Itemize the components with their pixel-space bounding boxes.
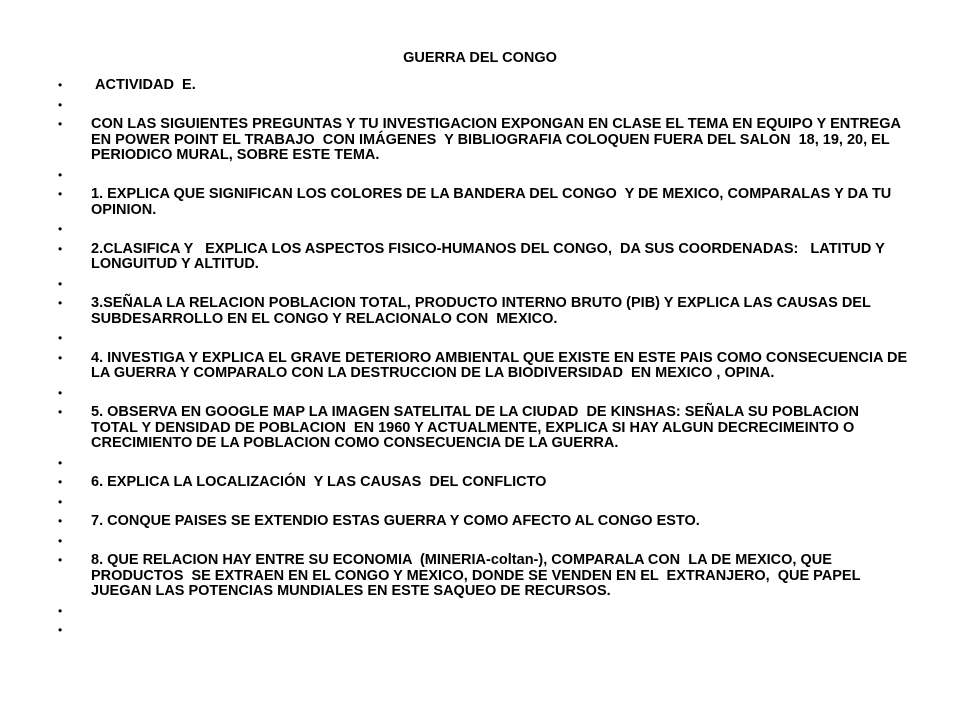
- list-item-empty: [58, 495, 908, 511]
- bullet-icon: •: [58, 494, 63, 509]
- list-item: [58, 349, 912, 382]
- list-item: [58, 187, 908, 218]
- bullet-icon: •: [58, 405, 63, 419]
- list-item-empty: [58, 168, 908, 184]
- list-item-empty: [58, 604, 908, 620]
- bullet-icon: •: [58, 276, 63, 291]
- list-item: [58, 296, 908, 327]
- bullet-icon: •: [58, 167, 63, 182]
- list-item-text: 6. EXPLICA LA LOCALIZACIÓN Y LAS CAUSAS DEL CONFLICTO: [91, 474, 547, 490]
- list-item-text: 1. EXPLICA QUE SIGNIFICAN LOS COLORES DE LA BANDERA DEL CONGO Y DE MEXICO, COMPARALAS Y DA TU OPINION.: [91, 186, 896, 218]
- bullet-icon: •: [58, 623, 63, 637]
- list-item-empty: [58, 222, 908, 238]
- list-item: [58, 117, 908, 164]
- list-item-empty: [58, 623, 908, 639]
- list-item: [58, 553, 908, 600]
- bullet-icon: •: [58, 475, 63, 489]
- bullet-icon: •: [58, 222, 63, 236]
- list-item: [58, 78, 908, 94]
- list-item-text: ACTIVIDAD E.: [91, 77, 196, 93]
- bullet-icon: •: [58, 553, 63, 567]
- list-item-text: 2.CLASIFICA Y EXPLICA LOS ASPECTOS FISICO-HUMANOS DEL CONGO, DA SUS COORDENADAS: LATITUD Y LONGUITUD Y ALTITUD.: [91, 240, 889, 272]
- bullet-icon: •: [58, 603, 63, 618]
- list-item-empty: [58, 386, 908, 402]
- bullet-icon: •: [58, 455, 63, 470]
- list-item-text: 3.SEÑALA LA RELACION POBLACION TOTAL, PRODUCTO INTERNO BRUTO (PIB) Y EXPLICA LAS CAUSAS DEL SUBDESARROLLO EN EL CONGO Y RELACIONALO CON MEXICO.: [91, 295, 875, 327]
- bullet-icon: •: [58, 97, 63, 112]
- list-item-text: 8. QUE RELACION HAY ENTRE SU ECONOMIA (MINERIA-coltan-), COMPARALA CON LA DE MEXICO, QUE PRODUCTOS SE EXTRAEN EN EL CONGO Y MEXICO, DONDE SE VENDEN EN EL EXTRANJERO, QUE PAPEL JUEGAN LAS POTENCIAS MUNDIALES EN ESTE SAQUEO DE RECURSOS.: [91, 552, 865, 599]
- list-item-text: 4. INVESTIGA Y EXPLICA EL GRAVE DETERIORO AMBIENTAL QUE EXISTE EN ESTE PAIS COMO CONSECUENCIA DE LA GUERRA Y COMPARALO CON LA DESTRUCCION DE LA BIODIVERSIDAD EN MEXICO , OPINA.: [91, 349, 912, 381]
- bullet-icon: •: [58, 350, 63, 365]
- bullet-icon: •: [58, 117, 63, 131]
- list-item-empty: [58, 456, 908, 472]
- list-item: [58, 475, 908, 491]
- list-item: [58, 405, 908, 452]
- bullet-icon: •: [58, 385, 63, 400]
- list-item-text: 7. CONQUE PAISES SE EXTENDIO ESTAS GUERRA Y COMO AFECTO AL CONGO ESTO.: [91, 513, 700, 529]
- list-item: [58, 242, 908, 273]
- bullet-icon: •: [58, 241, 63, 256]
- bullet-list: [58, 77, 912, 643]
- bullet-icon: •: [58, 78, 63, 92]
- list-item: [58, 514, 908, 530]
- bullet-icon: •: [58, 331, 63, 345]
- list-item-text: 5. OBSERVA EN GOOGLE MAP LA IMAGEN SATELITAL DE LA CIUDAD DE KINSHAS: SEÑALA SU POBLACION TOTAL Y DENSIDAD DE POBLACION EN 1960 Y ACTUALMENTE, EXPLICA SI HAY ALGUN DECRECIMEINTO O CRECIMIENTO DE LA POBLACION COMO CONSECUENCIA DE LA GUERRA.: [91, 404, 864, 451]
- page-title: GUERRA DEL CONGO: [403, 50, 557, 66]
- list-item-empty: [58, 277, 908, 293]
- list-item-empty: [58, 98, 908, 114]
- list-item-empty: [58, 331, 908, 347]
- bullet-icon: •: [58, 514, 63, 528]
- bullet-icon: •: [58, 296, 63, 310]
- bullet-icon: •: [58, 533, 63, 548]
- list-item-text: CON LAS SIGUIENTES PREGUNTAS Y TU INVESTIGACION EXPONGAN EN CLASE EL TEMA EN EQUIPO Y ENTREGA EN POWER POINT EL TRABAJO CON IMÁGENES Y BIBLIOGRAFIA COLOQUEN FUERA DEL SALON 18, 19, 20, EL PERIODICO MURAL, SOBRE ESTE TEMA.: [91, 116, 909, 163]
- list-item-empty: [58, 534, 908, 550]
- bullet-icon: •: [58, 187, 63, 201]
